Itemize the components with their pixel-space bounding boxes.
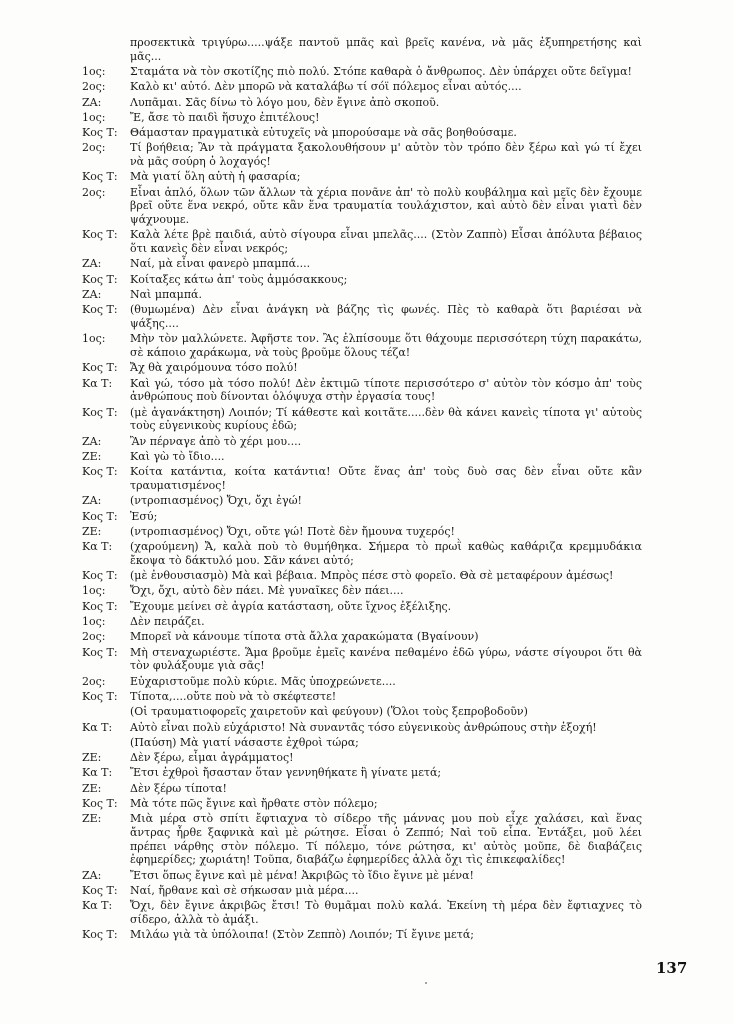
- dialogue-row: [82, 869, 642, 883]
- dialogue-row: [82, 257, 642, 271]
- speaker-label: Κος Τ:: [82, 170, 118, 184]
- speaker-label: Κος Τ:: [82, 228, 118, 242]
- dialogue-row: [82, 525, 642, 539]
- speaker-label: 2ος:: [82, 80, 106, 94]
- speaker-label: ZE:: [82, 812, 102, 826]
- speaker-label: Κος Τ:: [82, 569, 118, 583]
- speaker-label: Κος Τ:: [82, 405, 118, 419]
- speaker-label: Κα Τ:: [82, 540, 113, 554]
- dialogue-line: (Οἱ τραυματιοφορεῖς χαιρετοῦν καὶ φεύγουν) (Ὅλοι τοὺς ξεπροβοδοῦν): [130, 705, 528, 719]
- dialogue-row: [82, 465, 642, 492]
- dialogue-row: [82, 569, 642, 583]
- dialogue-row: [82, 812, 642, 867]
- dialogue-row: [82, 630, 642, 644]
- dialogue-line: (μὲ ἐνθουσιασμὸ) Μὰ καὶ βέβαια. Μπρὸς πέσε στὸ φορεῖο. Θὰ σὲ μεταφέρουν ἀμέσως!: [130, 569, 614, 583]
- speaker-label: Κος Τ:: [82, 126, 118, 140]
- dialogue-line: Θάμασταν πραγματικὰ εὐτυχεῖς νὰ μπορούσαμε νὰ σᾶς βοηθούσαμε.: [130, 126, 517, 140]
- dialogue-line: Κοίτα κατάντια, κοίτα κατάντια! Οὔτε ἕνας ἀπ' τοὺς δυὸ σας δὲν εἶναι οὔτε κἂν τραυματισμένος!: [130, 465, 642, 492]
- speaker-label: Κος Τ:: [82, 599, 118, 613]
- page-number: 137: [656, 959, 688, 977]
- dialogue-row: [82, 928, 642, 942]
- dialogue-line: (χαρούμενη) Ἄ, καλὰ ποὺ τὸ θυμήθηκα. Σήμερα τὸ πρωῒ καθὼς καθάριζα κρεμμυδάκια ἔκοψα τὸ δάκτυλό μου. Σᾶν κάνει αὐτό;: [130, 540, 642, 567]
- speaker-label: ZE:: [82, 751, 102, 765]
- dialogue-row: [82, 751, 642, 765]
- dialogue-line: Μιὰ μέρα στὸ σπίτι ἔφτιαχνα τὸ σίδερο τῆς μάννας μου ποὺ εἶχε χαλάσει, καὶ ἕνας ἄντρας ἦρθε ξαφνικὰ καὶ μὲ ρώτησε. Εἶσαι ὁ Ζεππό; Ναὶ τοῦ εἶπα. Ἐντάξει, μοῦ λέει πρέπει νάρθης στὸν πόλεμο. Τί πόλεμο, τόνε ρώτησα, κι' αὐτὸς μοῦπε, δὲ διαβάζεις ἐφημερίδες; χωριάτη! Τοῦπα, διαβάζω ἐφημερίδες ἀλλὰ ὄχι τὶς ἐπικεφαλίδες!: [130, 812, 642, 867]
- dialogue-row: [82, 228, 642, 255]
- dialogue-line: Ὄχι, ὄχι, αὐτὸ δὲν πάει. Μὲ γυναῖκες δὲν πάει....: [130, 584, 404, 598]
- speaker-label: ZA:: [82, 288, 102, 302]
- dialogue-row: [82, 494, 642, 508]
- speaker-label: Κος Τ:: [82, 884, 118, 898]
- dialogue-line: Κοίταξες κάτω ἀπ' τοὺς ἀμμόσακκους;: [130, 272, 348, 286]
- speaker-label: Κος Τ:: [82, 645, 118, 659]
- dialogue-row: [82, 288, 642, 302]
- speaker-label: [82, 36, 130, 63]
- dialogue-row: [82, 797, 642, 811]
- speaker-label: Κος Τ:: [82, 928, 118, 942]
- speaker-label: 1ος:: [82, 584, 106, 598]
- dialogue-row: [82, 675, 642, 689]
- dialogue-row: [82, 406, 642, 433]
- dialogue-line: Μὴ στεναχωριέστε. Ἅμα βροῦμε ἐμεῖς κανένα πεθαμένο ἐδῶ γύρω, νάστε σίγουροι ὅτι θὰ τὸν φυλάξουμε γιὰ σᾶς!: [130, 645, 642, 673]
- speaker-label: Κος Τ:: [82, 465, 118, 479]
- dialogue-row: [82, 80, 642, 94]
- dialogue-line: Δὲν πειράζει.: [130, 615, 205, 629]
- dialogue-row: [82, 782, 642, 796]
- dialogue-row: [82, 377, 642, 404]
- speaker-label: 1ος:: [82, 615, 106, 629]
- speaker-label: 2ος:: [82, 674, 106, 688]
- dialogue-line: Ἔτσι ὅπως ἔγινε καὶ μὲ μένα! Ἀκριβῶς τὸ ἴδιο ἔγινε μὲ μένα!: [130, 868, 474, 882]
- dialogue-line: Εἶναι ἁπλό, ὅλων τῶν ἄλλων τὰ χέρια πονᾶνε ἀπ' τὸ πολὺ κουβάλημα καὶ μεῖς δὲν ἔχουμε βρεῖ οὔτε ἕνα νεκρό, οὔτε κἂν ἕνα τραυματία τουλάχιστον, καὶ αὐτὸ δὲν εἶναι γιατὶ δὲν ψάχνουμε.: [130, 185, 642, 227]
- speaker-label: Κα Τ:: [82, 899, 113, 913]
- dialogue-line: Ναί, μὰ εἶναι φανερὸ μπαμπά....: [130, 257, 311, 271]
- dialogue-block: [82, 36, 642, 944]
- speaker-label: Κος Τ:: [82, 272, 118, 286]
- dialogue-line: (Παύση) Μὰ γιατί νάσαστε ἐχθροὶ τώρα;: [130, 735, 359, 749]
- dialogue-row: [82, 141, 642, 168]
- dialogue-line: Τί βοήθεια; Ἂν τὰ πράγματα ξακολουθήσουν μ' αὐτὸν τὸν τρόπο δὲν ξέρω καὶ γώ τί ἔχει νὰ μᾶς σούρη ὁ λοχαγός!: [130, 141, 642, 169]
- speaker-label: Κα Τ:: [82, 376, 113, 390]
- speaker-label: [82, 705, 130, 719]
- dialogue-row: [82, 126, 642, 140]
- speaker-label: ZE:: [82, 524, 102, 538]
- dialogue-row: [82, 899, 642, 926]
- speaker-label: Κα Τ:: [82, 766, 113, 780]
- speaker-label: ZA:: [82, 868, 102, 882]
- dialogue-row: [82, 450, 642, 464]
- dialogue-row: [82, 766, 642, 780]
- speaker-label: 1ος:: [82, 332, 106, 346]
- dialogue-line: Ναὶ μπαμπά.: [130, 288, 202, 302]
- speaker-label: ZA:: [82, 257, 102, 271]
- dialogue-line: Ἂν πέρναγε ἀπὸ τὸ χέρι μου....: [130, 434, 302, 448]
- dialogue-line: Λυπᾶμαι. Σᾶς δίνω τὸ λόγο μου, δὲν ἔγινε ἀπὸ σκοποῦ.: [130, 95, 440, 109]
- dialogue-line: Καὶ γώ, τόσο μὰ τόσο πολύ! Δὲν ἐκτιμῶ τίποτε περισσότερο σ' αὐτὸν τὸν κόσμο ἀπ' τοὺς ἀνθρώπους ποὺ δίνονται ὁλόψυχα στὴν ἐργασία τους!: [130, 376, 642, 404]
- dialogue-row: [82, 332, 642, 359]
- dialogue-row: [82, 186, 642, 227]
- dialogue-row: [82, 615, 642, 629]
- dialogue-line: Ὄχι, δὲν ἔγινε ἀκριβῶς ἔτσι! Τὸ θυμᾶμαι πολὺ καλά. Ἐκείνη τὴ μέρα δὲν ἔφτιαχνες τὸ σίδερο, ἀλλὰ τὸ ἀμάξι.: [130, 899, 642, 927]
- dialogue-row: [82, 646, 642, 673]
- speaker-label: 2ος:: [82, 630, 106, 644]
- dialogue-line: Μπορεῖ νὰ κάνουμε τίποτα στὰ ἄλλα χαρακώματα (Βγαίνουν): [130, 630, 479, 644]
- speaker-label: Κος Τ:: [82, 361, 118, 375]
- dialogue-row: [82, 600, 642, 614]
- dialogue-row: [82, 170, 642, 184]
- dialogue-line: Ἔ, ἄσε τὸ παιδὶ ἥσυχο ἐπιτέλους!: [130, 110, 320, 124]
- speaker-label: Κος Τ:: [82, 689, 118, 703]
- dialogue-line: Δὲν ξέρω τίποτα!: [130, 781, 227, 795]
- dialogue-row: [82, 690, 642, 704]
- dialogue-row: [82, 584, 642, 598]
- dialogue-row: [82, 361, 642, 375]
- dialogue-row: [82, 510, 642, 524]
- dialogue-row: [82, 736, 642, 750]
- speaker-label: 2ος:: [82, 185, 106, 199]
- dialogue-line: Εὐχαριστοῦμε πολὺ κύριε. Μᾶς ὑποχρεώνετε....: [130, 674, 396, 688]
- speaker-label: ZA:: [82, 434, 102, 448]
- dialogue-row: [82, 96, 642, 110]
- print-speck: [425, 982, 427, 984]
- dialogue-row: [82, 884, 642, 898]
- dialogue-line: (ντροπιασμένος) Ὄχι, ὄχι ἐγώ!: [130, 494, 302, 508]
- speaker-label: ZA:: [82, 494, 102, 508]
- dialogue-line: Ἐσύ;: [130, 509, 158, 523]
- dialogue-line: Καλὰ λέτε βρὲ παιδιά, αὐτὸ σίγουρα εἶναι μπελᾶς.... (Στὸν Ζαππὸ) Εἶσαι ἀπόλυτα βέβαιος ὅτι κανεὶς δὲν εἶναι νεκρός;: [130, 228, 642, 256]
- dialogue-line: Καλὸ κι' αὐτό. Δὲν μπορῶ νὰ καταλάβω τί σόϊ πόλεμος εἶναι αὐτός....: [130, 80, 522, 94]
- dialogue-row: [82, 435, 642, 449]
- dialogue-row: [82, 721, 642, 735]
- dialogue-line: Μιλάω γιὰ τὰ ὑπόλοιπα! (Στὸν Ζεππὸ) Λοιπόν; Τί ἔγινε μετά;: [130, 928, 474, 942]
- dialogue-line: Αὐτὸ εἶναι πολὺ εὐχάριστο! Νὰ συναντᾶς τόσο εὐγενικοὺς ἀνθρώπους στὴν ἐξοχή!: [130, 720, 597, 734]
- speaker-label: Κος Τ:: [82, 509, 118, 523]
- speaker-label: ZA:: [82, 95, 102, 109]
- dialogue-line: Μὴν τὸν μαλλώνετε. Ἀφῆστε τον. Ἂς ἐλπίσουμε ὅτι θάχουμε περισσότερη τύχη παρακάτω, σὲ κάποιο χαράκωμα, νὰ τοὺς βροῦμε ὅλους τέζα!: [130, 332, 642, 360]
- dialogue-row: [82, 705, 642, 719]
- speaker-label: Κα Τ:: [82, 720, 113, 734]
- speaker-label: Κος Τ:: [82, 303, 118, 317]
- dialogue-row: [82, 540, 642, 567]
- speaker-label: Κος Τ:: [82, 797, 118, 811]
- speaker-label: [82, 736, 130, 750]
- speaker-label: 1ος:: [82, 65, 106, 78]
- dialogue-line: Δὲν ξέρω, εἶμαι ἀγράμματος!: [130, 751, 294, 765]
- dialogue-row: [82, 303, 642, 330]
- dialogue-row: [82, 111, 642, 125]
- dialogue-line: Ἔχουμε μείνει σὲ ἀγρία κατάσταση, οὔτε ἴχνος ἐξέλιξης.: [130, 599, 452, 613]
- dialogue-line: Σταμάτα νὰ τὸν σκοτίζης πιὸ πολύ. Στόπε καθαρὰ ὁ ἄνθρωπος. Δὲν ὑπάρχει οὔτε δεῖγμα!: [130, 65, 632, 78]
- dialogue-line: Ναί, ἤρθανε καὶ σὲ σήκωσαν μιὰ μέρα....: [130, 884, 359, 898]
- dialogue-line: Μὰ γιατί ὅλη αὐτὴ ἡ φασαρία;: [130, 170, 301, 184]
- dialogue-line: Ἔτσι ἐχθροὶ ἤσασταν ὅταν γεννηθήκατε ἢ γίνατε μετά;: [130, 766, 442, 780]
- dialogue-row: [82, 273, 642, 287]
- dialogue-line: (ντροπιασμένος) Ὄχι, οὔτε γώ! Ποτὲ δὲν ἤμουνα τυχερός!: [130, 524, 455, 538]
- dialogue-line: προσεκτικὰ τριγύρω.....ψάξε παντοῦ μπᾶς καὶ βρεῖς κανένα, νὰ μᾶς ἐξυπηρετήσης καὶ μᾶς...: [130, 36, 642, 63]
- dialogue-row: [82, 36, 642, 63]
- speaker-label: 2ος:: [82, 141, 106, 155]
- dialogue-line: (θυμωμένα) Δὲν εἶναι ἀνάγκη νὰ βάζης τὶς φωνές. Πὲς τὸ καθαρὰ ὅτι βαριέσαι νὰ ψάξης....: [130, 303, 642, 331]
- speaker-label: ZE:: [82, 449, 102, 463]
- speaker-label: ZE:: [82, 781, 102, 795]
- dialogue-line: Τίποτα,....οὔτε ποὺ νὰ τὸ σκέφτεστε!: [130, 689, 337, 703]
- speaker-label: 1ος:: [82, 110, 106, 124]
- dialogue-line: (μὲ ἀγανάκτηση) Λοιπόν; Τί κάθεστε καὶ κοιτᾶτε.....δὲν θὰ κάνει κανεὶς τίποτα γι' αὐτοὺς τοὺς εὐγενικοὺς κυρίους ἐδῶ;: [130, 405, 642, 433]
- dialogue-line: Μὰ τότε πῶς ἔγινε καὶ ἤρθατε στὸν πόλεμο;: [130, 797, 378, 811]
- dialogue-line: Καὶ γὼ τὸ ἴδιο....: [130, 449, 225, 463]
- dialogue-row: [82, 65, 642, 79]
- dialogue-line: Ἄχ θὰ χαιρόμουνα τόσο πολύ!: [130, 361, 298, 375]
